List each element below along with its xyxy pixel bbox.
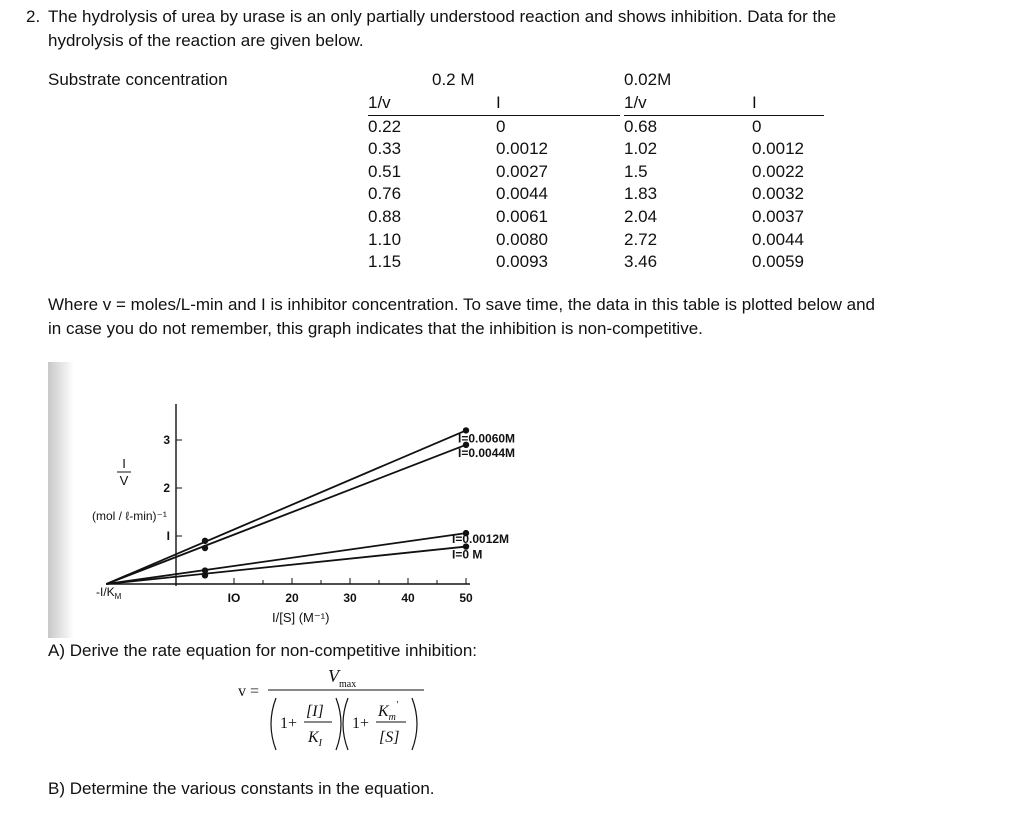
column-header: 1/v <box>624 92 752 116</box>
table-cell: 0.51 <box>368 161 402 181</box>
ylabel-units: (mol / ℓ-min)⁻¹ <box>92 509 167 523</box>
table-cell: 1.02 <box>624 139 658 159</box>
conc-header-2: 0.02M <box>624 70 672 89</box>
question-intro-line2: hydrolysis of the reaction are given below. <box>48 31 364 50</box>
table-column-3 <box>624 92 752 274</box>
table-cell: 1.15 <box>368 252 402 272</box>
table-column-2 <box>496 92 620 274</box>
column-header: I <box>496 92 620 116</box>
eq-km: $K_m'$ <box>378 700 399 723</box>
question-number: 2. <box>26 7 41 26</box>
x-tick-label: 30 <box>343 591 357 605</box>
conc-header-1: 0.2 M <box>432 70 475 89</box>
note-line2: in case you do not remember, this graph indicates that the inhibition is non-competitive. <box>48 319 703 338</box>
part-a-prompt: A) Derive the rate equation for non-competitive inhibition: <box>48 641 478 660</box>
table-cell: 1.10 <box>368 229 402 249</box>
column-header: I <box>752 92 824 116</box>
question-intro-line1: The hydrolysis of urea by urase is an only partially understood reaction and shows inhibition. Data for the <box>48 7 837 26</box>
eq-substrate: [S] <box>379 729 400 746</box>
table-cell: 2.04 <box>624 206 658 226</box>
x-tick-label: 50 <box>459 591 473 605</box>
eq-inhibitor: [I] <box>306 703 324 720</box>
eq-one-b: 1+ <box>352 715 370 732</box>
series-label: I=0.0060M <box>458 431 516 446</box>
table-cell: 0.0080 <box>496 229 548 249</box>
substrate-label: Substrate concentration <box>48 70 228 89</box>
table-column-1 <box>368 92 500 274</box>
series-line <box>106 547 466 584</box>
series-label: I=0.0044M <box>458 445 516 460</box>
series-label: I=0.0012M <box>452 532 510 547</box>
table-cell: 1.83 <box>624 184 658 204</box>
ylabel-numerator: I <box>122 456 126 471</box>
table-cell: 0.0012 <box>752 139 804 159</box>
eq-lhs: v = <box>238 683 260 700</box>
y-tick-label: 2 <box>163 481 170 495</box>
eq-paren <box>412 698 417 750</box>
ylabel-denominator: V <box>119 473 129 488</box>
eq-one-a: 1+ <box>280 715 298 732</box>
x-tick-label: 40 <box>401 591 415 605</box>
eq-ki: $K_I$ <box>308 729 323 749</box>
eq-paren <box>336 698 341 750</box>
table-cell: 0.0032 <box>752 184 804 204</box>
x-tick-label: 20 <box>285 591 299 605</box>
eq-paren <box>271 698 276 750</box>
eq-vmax: $V_{max}$ <box>328 666 357 690</box>
table-cell: 2.72 <box>624 229 658 249</box>
table-cell: 0.0012 <box>496 139 548 159</box>
table-cell: 0.0044 <box>496 184 548 204</box>
x-intercept-label: $-I/K_M$ <box>96 585 122 601</box>
rate-equation <box>236 662 436 762</box>
table-column-4 <box>752 92 824 274</box>
table-cell: 0 <box>752 116 762 136</box>
data-point <box>202 538 208 544</box>
data-point <box>202 572 208 578</box>
column-header: 1/v <box>368 92 500 116</box>
table-cell: 3.46 <box>624 252 658 272</box>
y-tick-label: 3 <box>163 433 170 447</box>
table-cell: 0.76 <box>368 184 402 204</box>
scan-shadow <box>48 362 74 638</box>
part-b-prompt: B) Determine the various constants in the equation. <box>48 779 435 798</box>
table-cell: 0.0044 <box>752 229 804 249</box>
table-cell: 0.0093 <box>496 252 548 272</box>
series-line <box>106 430 466 584</box>
table-cell: 0.68 <box>624 116 658 136</box>
data-point <box>202 545 208 551</box>
table-cell: 0 <box>496 116 506 136</box>
lineweaver-burk-chart <box>40 360 520 640</box>
table-cell: 0.22 <box>368 116 402 136</box>
note-line1: Where v = moles/L-min and I is inhibitor concentration. To save time, the data in this table is plotted below and <box>48 295 875 314</box>
table-cell: 0.0061 <box>496 206 548 226</box>
eq-paren <box>343 698 348 750</box>
table-cell: 0.0022 <box>752 161 804 181</box>
x-tick-label: IO <box>227 591 241 605</box>
table-cell: 1.5 <box>624 161 648 181</box>
y-tick-label: I <box>166 529 170 543</box>
table-cell: 0.0037 <box>752 206 804 226</box>
series-line <box>106 533 466 584</box>
xlabel: I/[S] (M⁻¹) <box>272 610 330 625</box>
table-cell: 0.88 <box>368 206 402 226</box>
series-label: I=0 M <box>452 547 483 562</box>
table-cell: 0.0027 <box>496 161 548 181</box>
table-cell: 0.0059 <box>752 252 804 272</box>
table-cell: 0.33 <box>368 139 402 159</box>
